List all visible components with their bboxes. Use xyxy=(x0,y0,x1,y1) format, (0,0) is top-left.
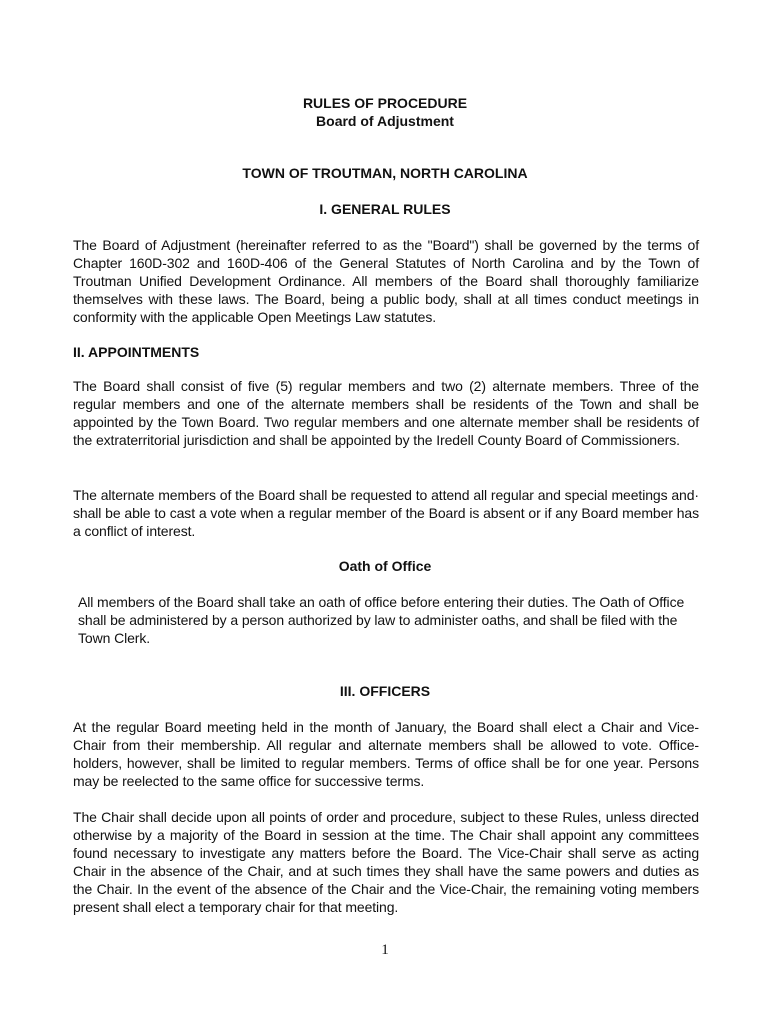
document-title: RULES OF PROCEDURE xyxy=(302,95,468,111)
town-heading: TOWN OF TROUTMAN, NORTH CAROLINA xyxy=(242,165,528,181)
page-number: 1 xyxy=(381,942,389,958)
oath-of-office-paragraph: All members of the Board shall take an oath of office before entering their duties. The Oath of Office shall be administered by a person authorized by law to administer oaths, and shall be filed with the Town Clerk. xyxy=(78,594,685,646)
document-subtitle: Board of Adjustment xyxy=(316,113,454,129)
officers-paragraph-2: The Chair shall decide upon all points of order and procedure, subject to these Rules, unless directed otherwise by a majority of the Board in session at the time. The Chair shall appoint any committees found necessary to investigate any matters before the Board. The Vice-Chair shall serve as acting Chair in the absence of the Chair, and at such times they shall have the same powers and duties as the Chair. In the event of the absence of the Chair and the Vice-Chair, the remaining voting members present shall elect a temporary chair for that meeting. xyxy=(73,809,699,915)
appointments-paragraph-1: The Board shall consist of five (5) regular members and two (2) alternate members. Three of the regular members and one of the alternate members shall be residents of the Town and shall be appointed by the Town Board. Two regular members and one alternate member shall be residents of the extraterritorial jurisdiction and shall be appointed by the Iredell County Board of Commissioners. xyxy=(73,378,699,448)
oath-of-office-heading: Oath of Office xyxy=(338,558,432,574)
officers-paragraph-1: At the regular Board meeting held in the month of January, the Board shall elect a Chair and Vice-Chair from their membership. All regular and alternate members shall be allowed to vote. Office-holders, however, shall be limited to regular members. Terms of office shall be for one year. Persons may be reelected to the same office for successive terms. xyxy=(73,719,699,789)
section-heading-officers: III. OFFICERS xyxy=(339,683,431,699)
appointments-paragraph-2: The alternate members of the Board shall be requested to attend all regular and special meetings and· shall be able to cast a vote when a regular member of the Board is absent or if any Board member has a conflict of interest. xyxy=(73,487,699,539)
section-heading-appointments: II. APPOINTMENTS xyxy=(73,344,200,360)
section-heading-general-rules: I. GENERAL RULES xyxy=(319,201,451,217)
general-rules-paragraph: The Board of Adjustment (hereinafter referred to as the "Board") shall be governed by the terms of Chapter 160D-302 and 160D-406 of the General Statutes of North Carolina and by the Town of Troutman Unified Development Ordinance. All members of the Board shall thoroughly familiarize themselves with these laws. The Board, being a public body, shall at all times conduct meetings in conformity with the applicable Open Meetings Law statutes. xyxy=(73,237,699,325)
